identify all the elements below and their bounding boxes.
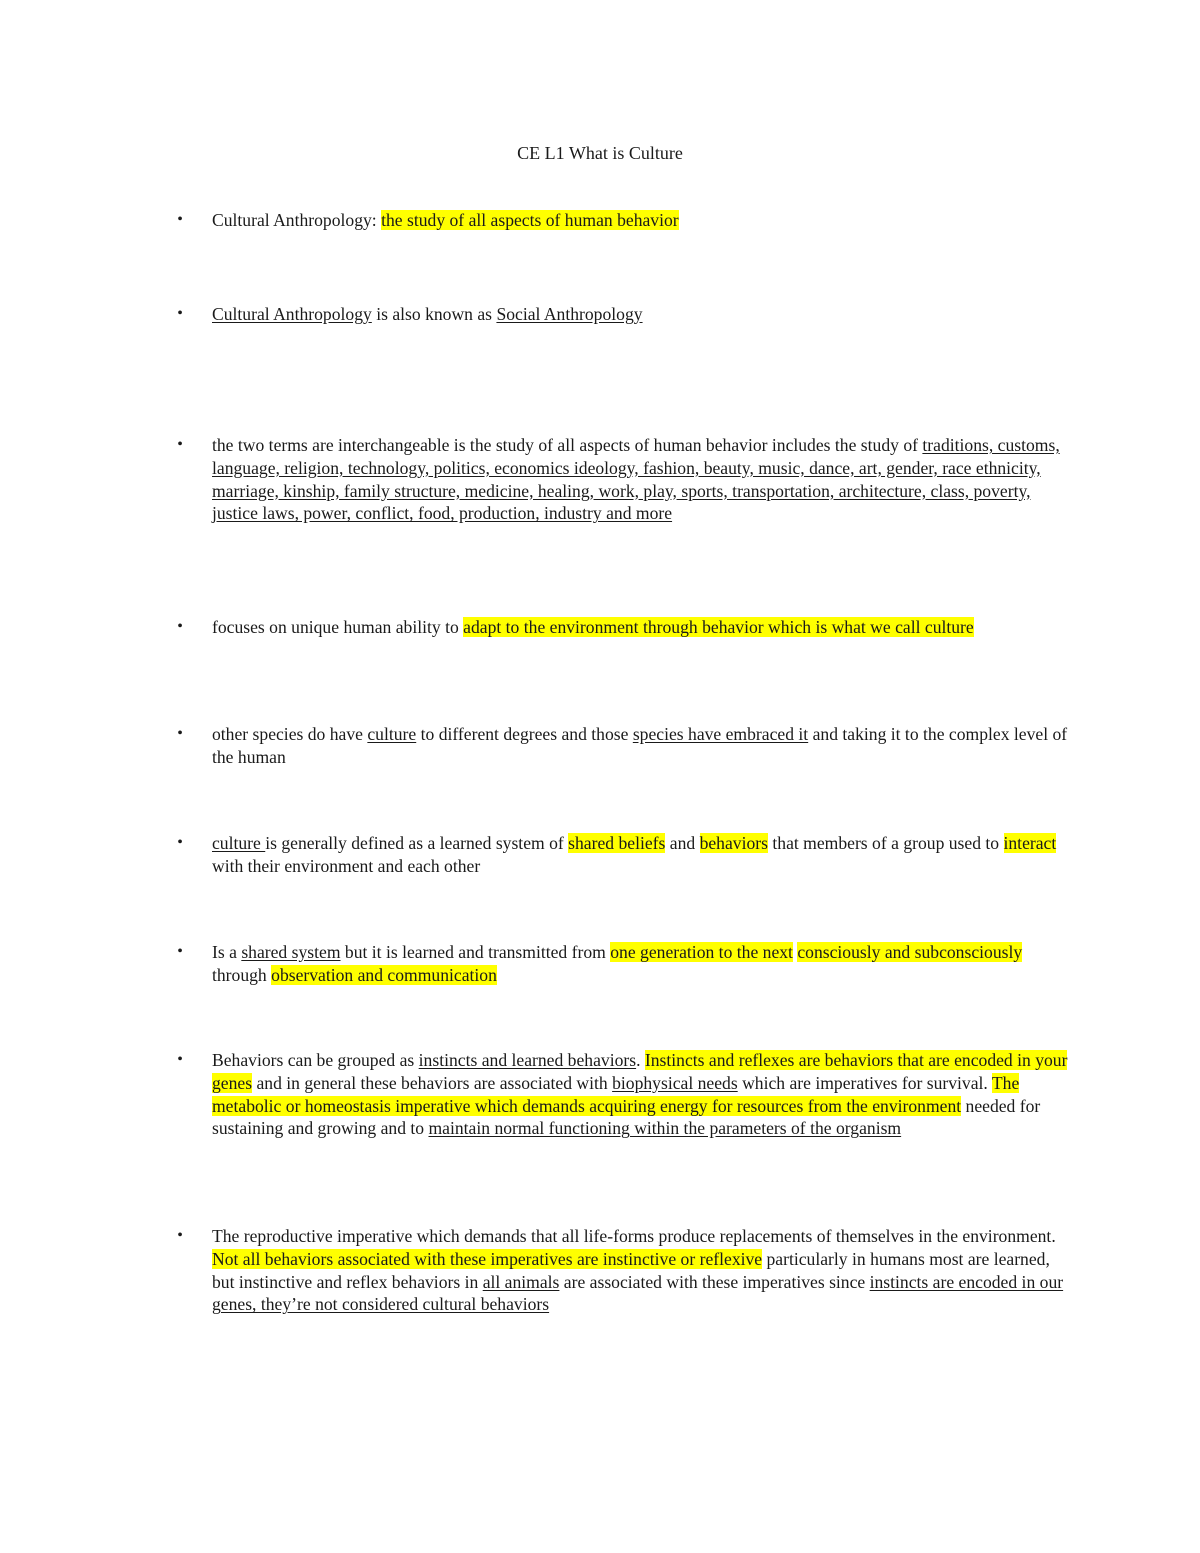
underlined-text: maintain normal functioning within the parameters of the organism bbox=[428, 1118, 902, 1139]
highlighted-text: Not all behaviors associated with these imperatives are instinctive or reflexive bbox=[212, 1248, 763, 1269]
text-segment: and bbox=[665, 833, 700, 853]
text-segment: but it is learned and transmitted from bbox=[340, 942, 611, 962]
bullet-icon: • bbox=[177, 618, 183, 635]
bullet-icon: • bbox=[177, 305, 183, 322]
underlined-text: traditions, customs, language, religion, technology, politics, economics ideology, fashion, beauty, music, dance, art, gender, race ethnicity, marriage, kinship, family structure, medicine, healing, work, play, sports, transportation, architecture, class, poverty, justice laws, power, conflict, food, production, industry and more bbox=[212, 435, 1060, 524]
text-segment: Cultural Anthropology: bbox=[212, 210, 382, 230]
text-segment: Is a bbox=[212, 942, 242, 962]
list-item bbox=[177, 1049, 1072, 1140]
highlighted-text: the study of all aspects of human behavior bbox=[381, 210, 679, 230]
text-segment: focuses on unique human ability to bbox=[212, 617, 464, 637]
text-segment: that members of a group used to bbox=[767, 833, 1004, 853]
text-segment: is generally defined as a learned system of bbox=[265, 833, 569, 853]
text-segment: Behaviors can be grouped as bbox=[212, 1050, 419, 1070]
highlighted-text: Instincts and reflexes are behaviors that are encoded in your genes bbox=[212, 1050, 1068, 1093]
list-item bbox=[177, 832, 1072, 878]
text-segment: and in general these behaviors are associated with bbox=[252, 1072, 613, 1093]
highlighted-text: adapt to the environment through behavior which is what we call culture bbox=[463, 617, 974, 637]
highlighted-text: The metabolic or homeostasis imperative which demands acquiring energy for resources from the environment bbox=[212, 1072, 1020, 1116]
underlined-text: instincts are encoded in our genes, they’re not considered cultural behaviors bbox=[212, 1271, 1064, 1315]
text-segment: through bbox=[212, 964, 272, 985]
list-item bbox=[177, 303, 1072, 326]
underlined-text: shared system bbox=[241, 942, 341, 962]
text-segment: needed for sustaining and growing and to bbox=[212, 1095, 1041, 1139]
text-segment: is also known as bbox=[371, 304, 497, 324]
list-item bbox=[177, 1225, 1072, 1316]
underlined-text: Cultural Anthropology bbox=[212, 304, 372, 324]
list-item bbox=[177, 616, 1072, 639]
highlighted-text: interact bbox=[1003, 833, 1057, 853]
highlighted-text: consciously and subconsciously bbox=[797, 942, 1023, 962]
underlined-text: biophysical needs bbox=[612, 1072, 738, 1093]
underlined-text: Social Anthropology bbox=[496, 304, 643, 324]
list-item bbox=[177, 723, 1072, 769]
text-segment: . bbox=[636, 1050, 645, 1070]
list-item bbox=[177, 434, 1072, 525]
underlined-text: all animals bbox=[482, 1271, 560, 1292]
text-segment: other species do have bbox=[212, 724, 368, 744]
bullet-icon: • bbox=[177, 211, 183, 228]
list-item bbox=[177, 941, 1072, 987]
highlighted-text: observation and communication bbox=[271, 964, 497, 985]
bullet-icon: • bbox=[177, 436, 183, 453]
text-segment: which are imperatives for survival. bbox=[737, 1072, 992, 1093]
highlighted-text: shared beliefs bbox=[568, 833, 666, 853]
bullet-icon: • bbox=[177, 834, 183, 851]
text-segment: The reproductive imperative which demands that all life-forms produce replacements of themselves in the environment. bbox=[212, 1226, 1056, 1246]
underlined-text: culture bbox=[212, 833, 266, 853]
bullet-icon: • bbox=[177, 725, 183, 742]
list-item bbox=[177, 209, 1072, 232]
text-segment: with their environment and each other bbox=[212, 855, 481, 876]
text-segment: particularly in humans most are learned, but instinctive and reflex behaviors in bbox=[212, 1248, 1050, 1292]
highlighted-text: behaviors bbox=[699, 833, 768, 853]
bullet-icon: • bbox=[177, 1227, 183, 1244]
text-segment: are associated with these imperatives since bbox=[559, 1271, 870, 1292]
highlighted-text: one generation to the next bbox=[610, 942, 793, 962]
text-segment: and taking it to the complex level of the human bbox=[212, 724, 1068, 767]
underlined-text: culture bbox=[367, 724, 417, 744]
text-segment: the two terms are interchangeable is the study of all aspects of human behavior includes the study of bbox=[212, 435, 923, 455]
underlined-text: species have embraced it bbox=[632, 724, 809, 744]
document-title: CE L1 What is Culture bbox=[517, 143, 683, 163]
text-segment: to different degrees and those bbox=[416, 724, 633, 744]
bullet-icon: • bbox=[177, 943, 183, 960]
bullet-icon: • bbox=[177, 1051, 183, 1068]
underlined-text: instincts and learned behaviors bbox=[418, 1050, 637, 1070]
